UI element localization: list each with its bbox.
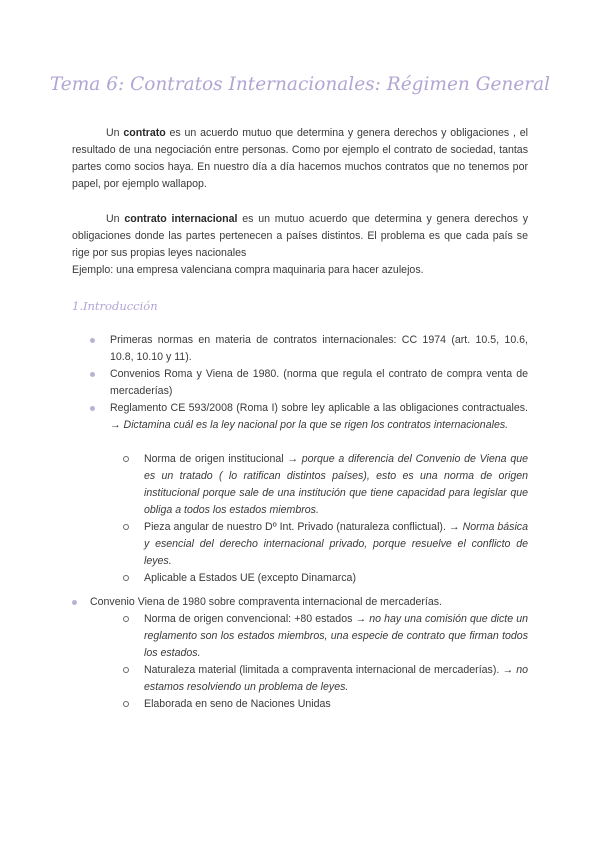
list-item-text: Primeras normas en materia de contratos internacionales: CC 1974 (art. 10.5, 10.6, 10.8, 10.10 y 11). [110, 334, 528, 363]
term-contrato: contrato [123, 127, 166, 139]
list-item-text: Convenio Viena de 1980 sobre compraventa internacional de mercaderías. [90, 596, 442, 608]
term-contrato-internacional: contrato internacional [124, 213, 238, 225]
sublist-item [108, 611, 528, 662]
sublist-item-text: Norma de origen institucional → [144, 453, 302, 465]
para2-body [72, 211, 528, 262]
sublist-item [108, 519, 528, 570]
circle-bullet-icon [123, 667, 129, 673]
intro-list [72, 332, 528, 434]
circle-bullet-icon [123, 701, 129, 707]
para1-text: es un acuerdo mutuo que determina y genera derechos y obligaciones , el resultado de una negociación entre personas. Como por ejemplo el contrato de sociedad, tantas partes como socios haya. En nuestro día a día hacemos muchos contratos que no tenemos por papel, por ejemplo wallapop. [72, 127, 528, 190]
list-item-emphasis: Dictamina cuál es la ley nacional por la que se rigen los contratos internacionales. [123, 419, 509, 431]
para1-lead: Un [106, 127, 124, 139]
bullet-icon [72, 600, 77, 605]
list-item [72, 366, 528, 400]
sublist-item [108, 696, 528, 713]
roma-sublist [72, 451, 528, 587]
sublist-item-emphasis: porque a diferencia del Convenio de Viena que es un tratado ( lo ratifican distintos países), esto es una norma de origen institucional porque sale de una institución que tiene capacidad para legislar que obliga a todos los estados miembros. [144, 453, 528, 516]
circle-bullet-icon [123, 524, 129, 530]
list-item [72, 332, 528, 366]
viena-list [72, 594, 528, 611]
para2-lead: Un [106, 213, 125, 225]
bullet-icon [90, 338, 95, 343]
bullet-icon [90, 372, 95, 377]
list-item [72, 400, 528, 434]
sublist-item-text: Norma de origen convencional: +80 estados → [144, 613, 370, 625]
list-item-text: Convenios Roma y Viena de 1980. (norma que regula el contrato de compra venta de mercaderías) [110, 368, 528, 397]
sublist-item-text: Aplicable a Estados UE (excepto Dinamarca) [144, 572, 356, 584]
paragraph-contrato-internacional [72, 211, 528, 279]
list-item [72, 594, 528, 611]
para2-example: Ejemplo: una empresa valenciana compra maquinaria para hacer azulejos. [72, 264, 424, 276]
list-item-text: Reglamento CE 593/2008 (Roma I) sobre ley aplicable a las obligaciones contractuales. → [110, 402, 528, 431]
circle-bullet-icon [123, 616, 129, 622]
bullet-icon [90, 406, 95, 411]
sublist-item-text: Naturaleza material (limitada a compraventa internacional de mercaderías). [144, 664, 503, 676]
sublist-item-text: Pieza angular de nuestro Dº Int. Privado (naturaleza conflictual). → [144, 521, 463, 533]
sublist-item-emphasis: → no estamos resolviendo un problema de leyes. [144, 664, 528, 693]
circle-bullet-icon [123, 575, 129, 581]
viena-sublist [72, 611, 528, 713]
section-heading-introduccion: 1.Introducción [72, 299, 158, 313]
sublist-item [108, 662, 528, 696]
sublist-item-emphasis: Norma básica y esencial del derecho internacional privado, porque resuelve el conflicto de leyes. [144, 521, 528, 567]
page-title: Tema 6: Contratos Internacionales: Régimen General [49, 74, 551, 95]
para2-text: es un mutuo acuerdo que determina y genera derechos y obligaciones donde las partes pertenecen a países distintos. El problema es que cada país se rige por sus propias leyes nacionales [72, 213, 529, 259]
circle-bullet-icon [123, 456, 129, 462]
sublist-item [108, 570, 528, 587]
sublist-item [108, 451, 528, 519]
sublist-item-emphasis: no hay una comisión que dicte un reglamento son los estados miembros, una especie de contrato que firman todos los estados. [144, 613, 528, 659]
paragraph-contrato [72, 125, 528, 193]
sublist-item-text: Elaborada en seno de Naciones Unidas [144, 698, 331, 710]
